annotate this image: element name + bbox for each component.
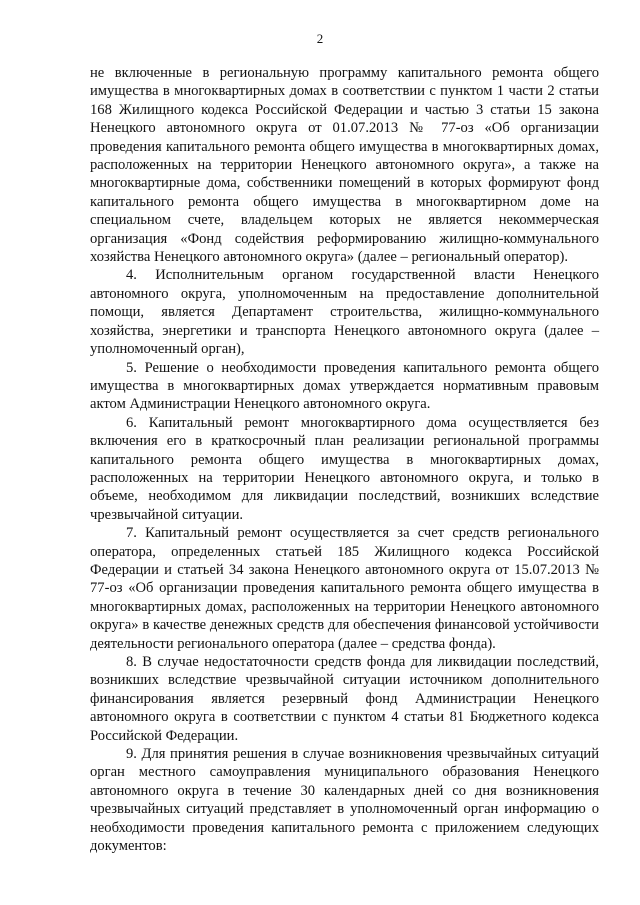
paragraph-item-6: 6. Капитальный ремонт многоквартирного дома осуществляется без включения его в краткосрочный план реализации региональной программы капитального ремонта общего имущества в многоквартирных домах, расположенных на территории Ненецкого автономного округа, и только в объеме, необходимом для ликвидации последствий, возникших вследствие чрезвычайной ситуации. [90, 414, 599, 523]
paragraph-item-5: 5. Решение о необходимости проведения капитального ремонта общего имущества в многоквартирных домах утверждается нормативным правовым актом Администрации Ненецкого автономного округа. [90, 359, 599, 413]
page-number: 2 [316, 31, 324, 46]
paragraph-item-9: 9. Для принятия решения в случае возникновения чрезвычайных ситуаций орган местного самоуправления муниципального образования Ненецкого автономного округа в течение 30 календарных дней со дня возникновения чрезвычайных ситуаций представляет в уполномоченный орган информацию о необходимости проведения капитального ремонта с приложением следующих документов: [90, 746, 599, 855]
document-body [90, 64, 599, 855]
paragraph-item-8: 8. В случае недостаточности средств фонда для ликвидации последствий, возникших вследствие чрезвычайной ситуации источником дополнительного финансирования является резервный фонд Администрации Ненецкого автономного округа в соответствии с пунктом 4 статьи 81 Бюджетного кодекса Российской Федерации. [90, 654, 599, 744]
paragraph-item-7: 7. Капитальный ремонт осуществляется за счет средств регионального оператора, определенных статьей 185 Жилищного кодекса Российской Федерации и статьей 34 закона Ненецкого автономного округа от 15.07.2013 № 77-оз «Об организации проведения капитального ремонта общего имущества в многоквартирных домах, расположенных на территории Ненецкого автономного округа» в качестве денежных средств для обеспечения финансовой устойчивости деятельности регионального оператора (далее – средства фонда). [90, 525, 599, 652]
paragraph-item-4: 4. Исполнительным органом государственной власти Ненецкого автономного округа, уполномоченным на предоставление дополнительной помощи, является Департамент строительства, жилищно-коммунального хозяйства, энергетики и транспорта Ненецкого автономного округа (далее – уполномоченный орган), [90, 267, 599, 358]
paragraph-continuation: не включенные в региональную программу капитального ремонта общего имущества в многоквартирных домах в соответствии с пунктом 1 части 2 статьи 168 Жилищного кодекса Российской Федерации и частью 3 статьи 15 закона Ненецкого автономного округа от 01.07.2013 № 77-оз «Об организации проведения капитального ремонта общего имущества в многоквартирных домах, расположенных на территории Ненецкого автономного округа», а также на многоквартирные дома, собственники помещений в которых формируют фонд капитального ремонта общего имущества в многоквартирном доме на специальном счете, владельцем которых не является некоммерческая организация «Фонд содействия реформированию жилищно-коммунального хозяйства Ненецкого автономного округа» (далее – региональный оператор). [90, 65, 599, 266]
